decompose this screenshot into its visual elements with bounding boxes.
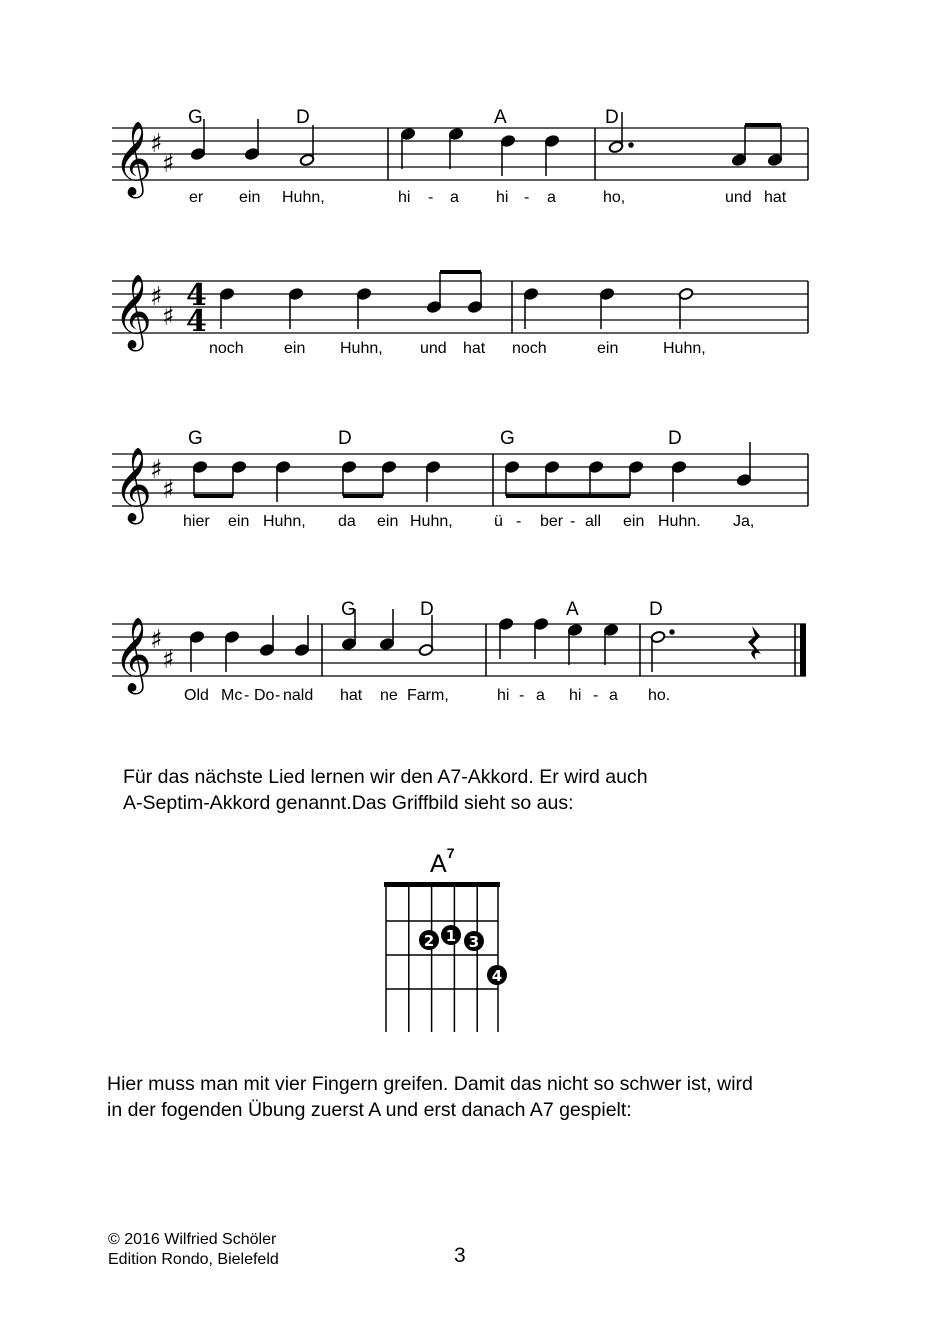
beam: [440, 270, 481, 274]
sharp-icon: ♯: [162, 475, 175, 505]
lyric-syllable: noch: [512, 340, 547, 357]
chord-symbol: G: [188, 107, 203, 128]
lyric-syllable: da: [338, 513, 356, 530]
lyric-syllable: -: [519, 687, 525, 704]
treble-clef-icon: 𝄞: [114, 122, 152, 196]
lyric-syllable: Huhn,: [340, 340, 383, 357]
lyric-syllable: -: [244, 687, 250, 704]
outro-line-2: in der fogenden Übung zuerst A und erst danach A7 gespielt:: [107, 1099, 632, 1121]
beam: [745, 123, 781, 127]
lyric-syllable: Old: [184, 687, 209, 704]
chord-symbol: D: [296, 107, 310, 128]
lyric-syllable: und: [725, 189, 752, 206]
sharp-icon: ♯: [150, 282, 163, 312]
lyric-syllable: ber: [540, 513, 564, 530]
lyric-syllable: a: [536, 687, 545, 704]
staff-lines: [112, 454, 808, 506]
sharp-icon: ♯: [150, 455, 163, 485]
sharp-icon: ♯: [150, 129, 163, 159]
treble-clef-icon: 𝄞: [114, 448, 152, 522]
chord-symbol: D: [668, 428, 682, 449]
lyric-syllable: Huhn,: [663, 340, 706, 357]
lyric-syllable: Ja,: [733, 513, 755, 530]
nut: [384, 882, 500, 887]
lyric-syllable: -: [516, 513, 522, 530]
lyric-syllable: Huhn,: [282, 189, 325, 206]
chord-symbol: D: [605, 107, 619, 128]
treble-clef-icon: 𝄞: [114, 275, 152, 349]
lyric-syllable: -: [524, 189, 530, 206]
staff-1: [0, 100, 940, 220]
intro-paragraph: [123, 764, 648, 816]
lyric-syllable: Huhn,: [410, 513, 453, 530]
staff-4: [0, 596, 940, 716]
sharp-icon: ♯: [150, 625, 163, 655]
chord-symbol: G: [188, 428, 203, 449]
lyric-syllable: Do: [254, 687, 275, 704]
lyric-syllable: ein: [284, 340, 306, 357]
beam: [343, 494, 383, 498]
intro-line-1: Für das nächste Lied lernen wir den A7-Akkord. Er wird auch: [123, 766, 648, 788]
publisher: Edition Rondo, Bielefeld: [108, 1251, 279, 1268]
time-signature-top: 4: [186, 278, 207, 313]
lyric-syllable: all: [585, 513, 602, 530]
lyric-syllable: Huhn.: [658, 513, 701, 530]
dot: [629, 143, 633, 147]
lyric-syllable: ho,: [603, 189, 626, 206]
lyric-syllable: hi: [569, 687, 582, 704]
lyric-syllable: hi: [497, 687, 510, 704]
dot: [670, 630, 674, 634]
lyric-syllable: Mc: [221, 687, 243, 704]
lyric-syllable: noch: [209, 340, 244, 357]
lyric-syllable: hier: [183, 513, 210, 530]
music-system-2: [0, 253, 940, 453]
fretboard: [370, 842, 520, 1037]
chord-symbol: D: [420, 599, 434, 620]
lyric-syllable: ein: [623, 513, 645, 530]
lyric-syllable: ü: [494, 513, 503, 530]
lyric-syllable: hi: [398, 189, 411, 206]
page-number: 3: [454, 1244, 466, 1267]
sharp-icon: ♯: [162, 302, 175, 332]
lyric-syllable: -: [593, 687, 599, 704]
lyric-syllable: ein: [597, 340, 619, 357]
copyright: © 2016 Wilfried Schöler: [108, 1231, 277, 1248]
outro-paragraph: [107, 1071, 753, 1123]
intro-line-2: A-Septim-Akkord genannt.Das Griffbild sieht so aus:: [123, 792, 574, 814]
lyric-syllable: und: [420, 340, 447, 357]
beam: [506, 494, 630, 498]
time-signature-bottom: 4: [186, 304, 207, 339]
lyric-syllable: hat: [764, 189, 787, 206]
lyric-syllable: ein: [239, 189, 261, 206]
lyric-syllable: er: [189, 189, 204, 206]
sharp-icon: ♯: [162, 149, 175, 179]
finger-number: 4: [491, 967, 503, 985]
treble-clef-icon: 𝄞: [114, 618, 152, 692]
footer: [108, 1230, 279, 1270]
chord-symbol: G: [341, 599, 356, 620]
lyric-syllable: -: [570, 513, 576, 530]
lyric-syllable: nald: [283, 687, 314, 704]
lyric-syllable: Huhn,: [263, 513, 306, 530]
lyric-syllable: a: [450, 189, 459, 206]
chord-symbol: A: [494, 107, 507, 128]
finger-number: 2: [423, 932, 435, 950]
lyric-syllable: a: [547, 189, 556, 206]
lyric-syllable: a: [609, 687, 618, 704]
lyric-syllable: ein: [228, 513, 250, 530]
final-barline: [800, 624, 806, 676]
lyric-syllable: hat: [463, 340, 486, 357]
staff-lines: [112, 624, 806, 676]
lyric-syllable: ho.: [648, 687, 671, 704]
chord-superscript: 7: [446, 845, 455, 861]
chord-name: A: [430, 850, 447, 878]
outro-line-1: Hier muss man mit vier Fingern greifen. Damit das nicht so schwer ist, wird: [107, 1073, 753, 1095]
quarter-rest-icon: [748, 626, 761, 660]
chord-symbol: D: [649, 599, 663, 620]
lyric-syllable: Farm,: [407, 687, 449, 704]
lyric-syllable: hi: [496, 189, 509, 206]
chord-diagram-a7: [370, 842, 520, 1037]
lyric-syllable: hat: [340, 687, 363, 704]
beam: [194, 494, 233, 498]
lyric-syllable: ein: [377, 513, 399, 530]
chord-symbol: G: [500, 428, 515, 449]
staff-lines: [112, 281, 808, 333]
staff-3: [0, 426, 940, 546]
lyric-syllable: -: [275, 687, 281, 704]
chord-symbol: D: [338, 428, 352, 449]
sharp-icon: ♯: [162, 645, 175, 675]
lyric-syllable: ne: [380, 687, 398, 704]
lyric-syllable: -: [428, 189, 434, 206]
finger-number: 1: [445, 927, 457, 945]
strings: [386, 886, 498, 1032]
finger-number: 3: [468, 933, 480, 951]
chord-symbol: A: [566, 599, 579, 620]
